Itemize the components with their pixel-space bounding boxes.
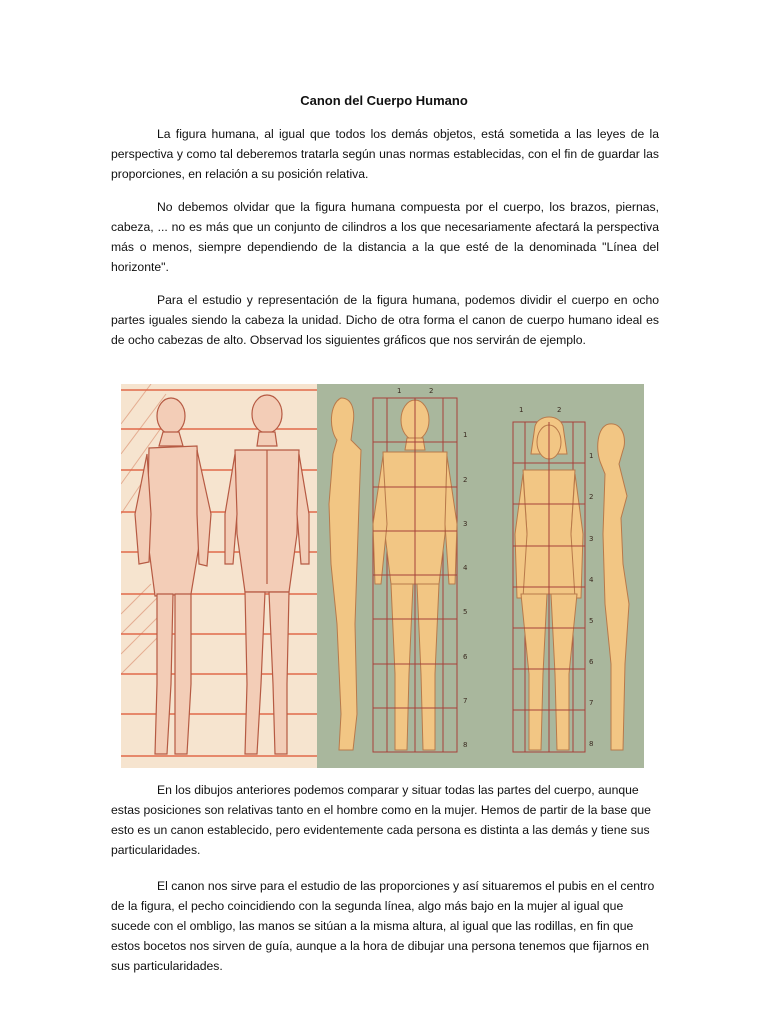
paragraph-5-text: El canon nos sirve para el estudio de las proporciones y así situaremos el pubis en el centro de la figura, el pecho coincidiendo con la segunda línea, algo más bajo en la mujer al igual que sucede con el ombligo, las manos se sitúan a la misma altura, al igual que las rodillas, en fin que estos bocetos nos sirven de guía, aunque a la hora de dibujar una persona tenemos que fijarnos en sus particularidades. (111, 879, 655, 973)
paragraph-5 (111, 876, 659, 976)
paragraph-2-text: No debemos olvidar que la figura humana compuesta por el cuerpo, los brazos, piernas, cabeza, ... no es más que un conjunto de cilindros a los que necesariamente afectará la perspectiva más o menos, siempre dependiendo de la distancia a la que esté de la denominada "Línea del horizonte". (111, 200, 659, 274)
male-row-label-2: 2 (463, 476, 468, 484)
male-row-label-1: 1 (463, 431, 468, 439)
female-col-label-2: 2 (557, 406, 562, 414)
paragraph-1 (111, 124, 659, 184)
paragraph-2 (111, 197, 659, 277)
proportion-grid-panel (317, 384, 644, 768)
paragraph-4-text: En los dibujos anteriores podemos comparar y situar todas las partes del cuerpo, aunque estas posiciones son relativas tanto en el hombre como en la mujer. Hemos de partir de la base que esto es un canon establecido, pero evidentemente cada persona es distinta a las demás y tiene sus particularidades. (111, 783, 651, 857)
female-row-label-2: 2 (589, 493, 594, 501)
male-row-label-6: 6 (463, 653, 468, 661)
paragraph-1-text: La figura humana, al igual que todos los demás objetos, está sometida a las leyes de la perspectiva y como tal deberemos tratarla según unas normas establecidas, con el fin de guardar las proporciones, en relación a su posición relativa. (111, 127, 659, 181)
paragraph-3 (111, 290, 659, 350)
page-title: Canon del Cuerpo Humano (300, 93, 468, 108)
male-row-label-8: 8 (463, 741, 468, 749)
anatomy-sketch-drawing (121, 384, 317, 768)
male-row-label-5: 5 (463, 608, 468, 616)
body-proportions-figure (121, 384, 644, 768)
female-row-label-5: 5 (589, 617, 594, 625)
male-row-label-3: 3 (463, 520, 468, 528)
male-col-label-2: 2 (429, 387, 434, 395)
paragraph-3-text: Para el estudio y representación de la figura humana, podemos dividir el cuerpo en ocho partes iguales siendo la cabeza la unidad. Dicho de otra forma el canon de cuerpo humano ideal es de ocho cabezas de alto. Observad los siguientes gráficos que nos servirán de ejemplo. (111, 293, 659, 347)
male-col-label-1: 1 (397, 387, 402, 395)
female-col-label-1: 1 (519, 406, 524, 414)
male-row-label-7: 7 (463, 697, 468, 705)
female-row-label-8: 8 (589, 740, 594, 748)
proportion-grid-drawing (317, 384, 644, 768)
female-row-label-3: 3 (589, 535, 594, 543)
female-row-label-7: 7 (589, 699, 594, 707)
female-row-label-1: 1 (589, 452, 594, 460)
anatomy-sketch-panel (121, 384, 317, 768)
male-row-label-4: 4 (463, 564, 468, 572)
female-row-label-6: 6 (589, 658, 594, 666)
female-row-label-4: 4 (589, 576, 594, 584)
paragraph-4 (111, 780, 659, 860)
